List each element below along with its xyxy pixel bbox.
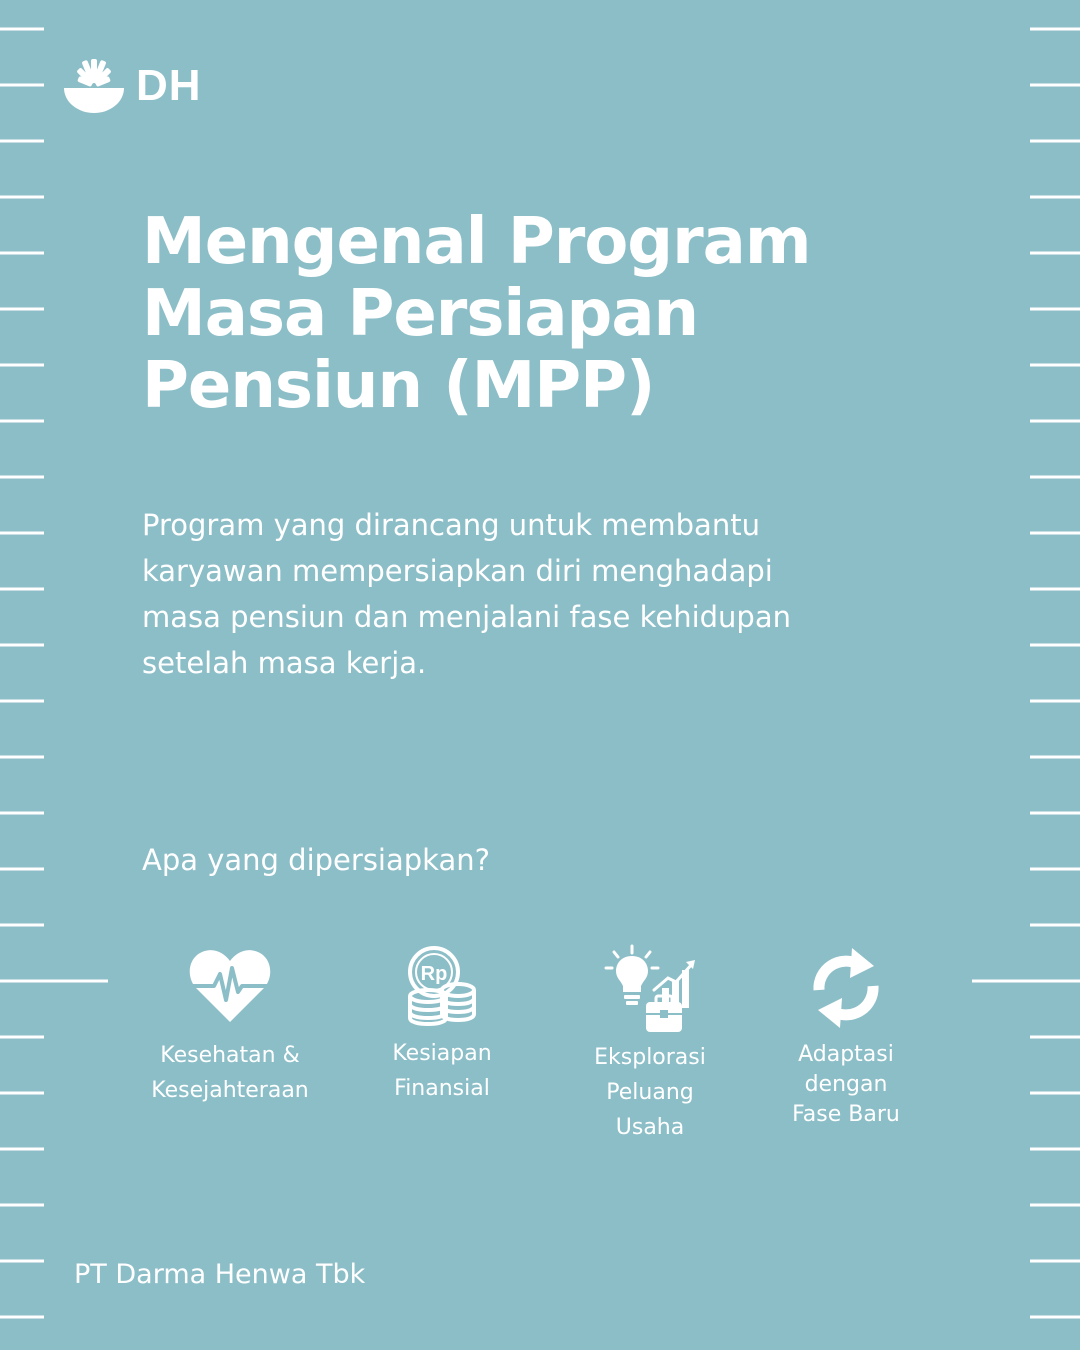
title-line: Masa Persiapan [142,277,699,351]
feature-label: Kesehatan & [160,1043,300,1068]
feature-label: Kesejahteraan [151,1078,309,1103]
feature-label: Kesiapan [392,1041,492,1066]
intro-line: Program yang dirancang untuk membantu [142,508,760,542]
intro-line: karyawan mempersiapkan diri menghadapi [142,554,773,588]
feature-label: Fase Baru [792,1102,900,1127]
svg-text:Rp: Rp [420,963,448,985]
feature-label: Finansial [394,1076,490,1101]
feature-label: dengan [804,1072,888,1097]
coins-rp-icon [406,944,478,1028]
feature-label: Eksplorasi [594,1045,706,1070]
intro-line: masa pensiun dan menjalani fase kehidupan [142,600,791,634]
feature-business [560,944,740,1145]
feature-label: Adaptasi [798,1042,894,1067]
intro-line: setelah masa kerja. [142,646,427,680]
company-name: PT Darma Henwa Tbk [74,1259,366,1290]
section-question: Apa yang dipersiapkan? [142,843,490,877]
logo-text: DH [136,61,202,110]
feature-label: Usaha [615,1115,685,1140]
feature-adaptation [756,946,936,1130]
feature-finance [352,944,532,1106]
title-line: Mengenal Program [142,205,811,279]
heart-pulse-icon [188,946,272,1024]
feature-label: Peluang [606,1080,694,1105]
title-line: Pensiun (MPP) [142,349,655,423]
lightbulb-briefcase-growth-icon [602,944,698,1036]
refresh-arrows-icon [808,946,884,1030]
feature-health [140,946,320,1108]
